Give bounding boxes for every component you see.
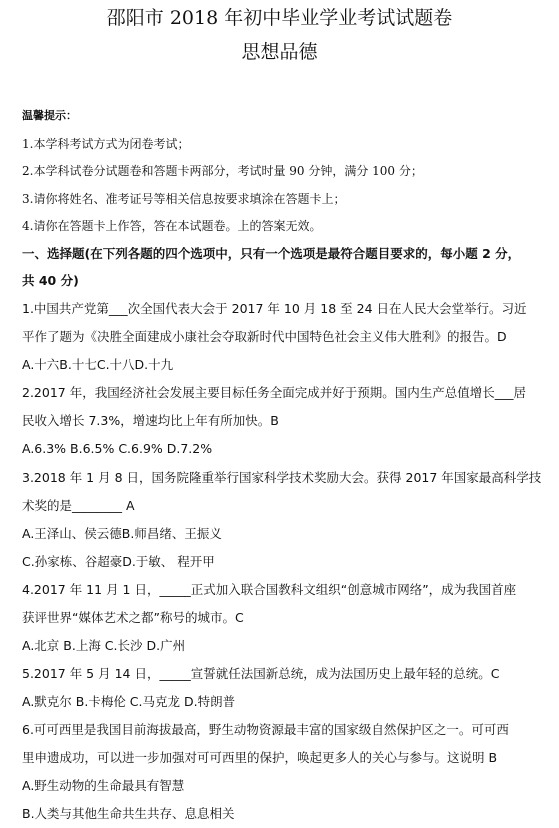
notice-item-3: 3.请你将姓名、准考证号等相关信息按要求填涂在答题卡上；	[22, 192, 346, 206]
question-options: A.十六B.十七C.十八D.十九	[22, 357, 174, 372]
section-heading-cont: 共 40 分)	[22, 273, 79, 288]
question-text: 获评世界“媒体艺术之都”称号的城市。C	[22, 610, 244, 625]
question-text: 3.2018 年 1 月 8 日，国务院隆重举行国家科学技术奖励大会。获得 2017 年国家最高科学技	[22, 470, 542, 485]
question-text: 1.中国共产党第___次全国代表大会于 2017 年 10 月 18 至 24 日在人民大会堂举行。习近	[22, 301, 527, 316]
question-options: A.王泽山、侯云德B.师昌绪、王振义	[22, 526, 222, 541]
question-text: 平作了题为《决胜全面建成小康社会夺取新时代中国特色社会主义伟大胜利》的报告。D	[22, 329, 507, 344]
question-options: A.北京 B.上海 C.长沙 D.广州	[22, 638, 186, 653]
notice-label: 温馨提示：	[22, 109, 77, 122]
notice-item-4: 4.请你在答题卡上作答，答在本试题卷。上的答案无效。	[22, 219, 322, 233]
question-options: B.人类与其他生命共生共存、息息相关	[22, 806, 235, 821]
question-text: 2.2017 年，我国经济社会发展主要目标任务全面完成并好于预期。国内生产总值增长___居	[22, 385, 526, 400]
notice-item-1: 1.本学科考试方式为闭卷考试；	[22, 137, 190, 151]
question-text: 4.2017 年 11 月 1 日，_____正式加入联合国教科文组织“创意城市网络”，成为我国首座	[22, 582, 517, 597]
page-subtitle: 思想品德	[241, 41, 318, 63]
question-text: 术奖的是________ A	[22, 498, 135, 513]
question-text: 民收入增长 7.3%，增速均比上年有所加快。B	[22, 413, 279, 428]
question-options: A.野生动物的生命最具有智慧	[22, 778, 185, 793]
question-text: 6.可可西里是我国目前海拔最高，野生动物资源最丰富的国家级自然保护区之一。可可西	[22, 722, 509, 737]
section-heading: 一、选择题(在下列各题的四个选项中，只有一个选项是最符合题目要求的，每小题 2 分，	[22, 246, 521, 261]
question-text: 5.2017 年 5 月 14 日，_____宣誓就任法国新总统，成为法国历史上最年轻的总统。C	[22, 666, 500, 681]
question-text: 里申遗成功，可以进一步加强对可可西里的保护，唤起更多人的关心与参与。这说明 B	[22, 750, 498, 765]
notice-item-2: 2.本学科试卷分试题卷和答题卡两部分，考试时量 90 分钟，满分 100 分；	[22, 164, 423, 178]
page-title: 邵阳市 2018 年初中毕业学业考试试题卷	[106, 7, 453, 29]
question-options: A.6.3% B.6.5% C.6.9% D.7.2%	[22, 441, 213, 456]
question-options: C.孙家栋、谷超豪D.于敏、 程开甲	[22, 554, 215, 569]
question-options: A.默克尔 B.卡梅伦 C.马克龙 D.特朗普	[22, 694, 236, 709]
